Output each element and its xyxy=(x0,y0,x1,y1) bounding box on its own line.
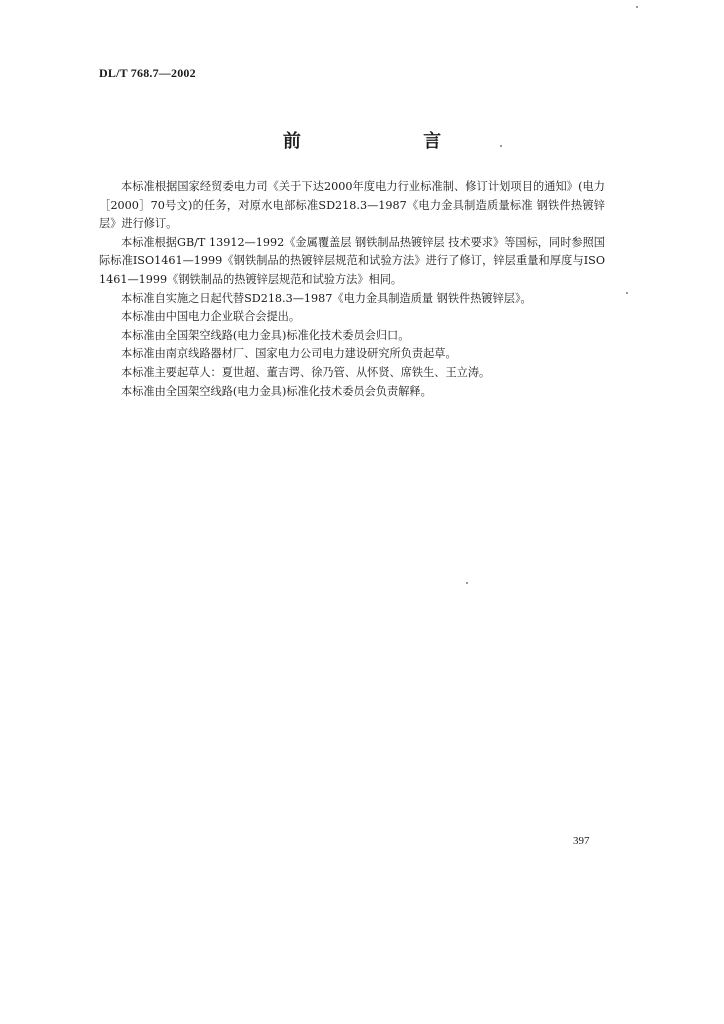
scan-speck xyxy=(626,292,628,294)
paragraph-revision-basis: 本标准根据国家经贸委电力司《关于下达2000年度电力行业标准制、修订计划项目的通知》(电力［2000］70号文)的任务，对原水电部标准SD218.3—1987《电力金具制造质量标准 钢铁件热镀锌层》进行修订。 xyxy=(99,180,605,231)
page-title-text: 前 言 xyxy=(282,131,500,152)
paragraph-replacement: 本标准自实施之日起代替SD218.3—1987《电力金具制造质量 钢铁件热镀锌层》。 xyxy=(121,291,532,305)
paragraph-interpretation: 本标准由全国架空线路(电力金具)标准化技术委员会负责解释。 xyxy=(121,384,432,398)
paragraph-drafters: 本标准主要起草人：夏世超、董吉谔、徐乃管、从怀贤、席铁生、王立涛。 xyxy=(121,365,491,379)
paragraph-drafting-units: 本标准由南京线路器材厂、国家电力公司电力建设研究所负责起草。 xyxy=(121,347,457,361)
scan-speck xyxy=(500,145,502,147)
paragraph-reference-standards: 本标准根据GB/T 13912—1992《金属覆盖层 钢铁制品热镀锌层 技术要求》等国标，同时参照国际标准ISO1461—1999《钢铁制品的热镀锌层规范和试验方法》进行了修订，锌层重量和厚度与ISO1461—1999《钢铁制品的热镀锌层规范和试验方法》相同。 xyxy=(99,235,605,286)
foreword-body xyxy=(99,178,605,401)
paragraph-proposer: 本标准由中国电力企业联合会提出。 xyxy=(121,310,301,324)
page-title xyxy=(0,127,724,153)
page-number: 397 xyxy=(573,835,590,847)
scan-speck xyxy=(636,6,638,8)
standard-code: DL/T 768.7—2002 xyxy=(99,66,196,80)
scan-speck xyxy=(466,582,468,584)
paragraph-centralized-by: 本标准由全国架空线路(电力金具)标准化技术委员会归口。 xyxy=(121,328,410,342)
